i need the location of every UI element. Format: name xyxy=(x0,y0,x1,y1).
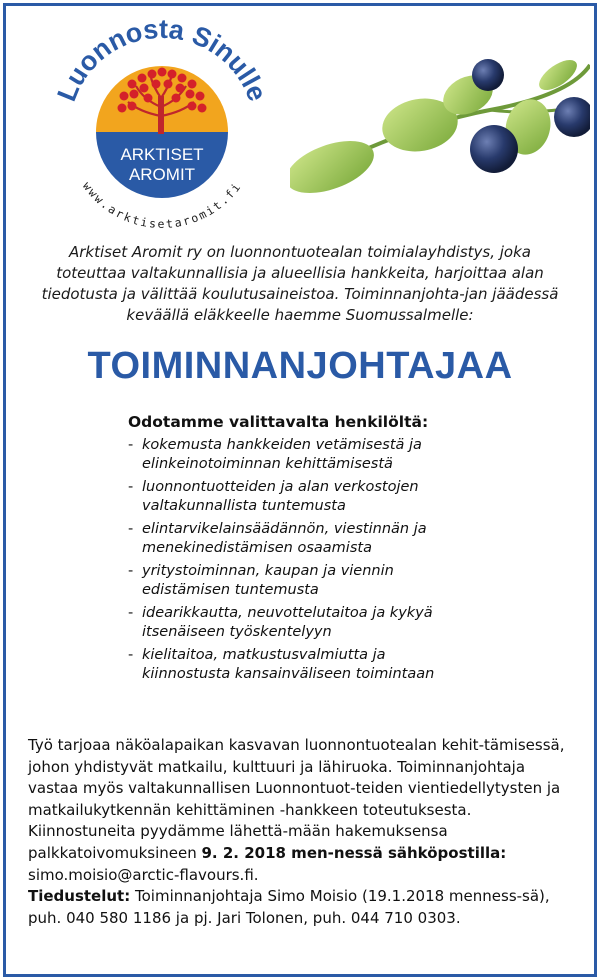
logo-name-line2: AROMIT xyxy=(128,165,196,184)
list-item: - kielitaitoa, matkustusvalmiutta ja kiinnostusta kansainväliseen toimintaan xyxy=(128,647,435,682)
leaf-icon xyxy=(290,131,381,204)
list-item: - idearikkautta, neuvottelutaitoa ja kykyä itsenäiseen työskentelyyn xyxy=(128,605,433,640)
job-title-headline: TOIMINNANJOHTAJAA xyxy=(87,345,513,387)
email-address: simo.moisio@arctic-flavours.fi. xyxy=(28,865,259,884)
blueberry-illustration xyxy=(290,55,590,205)
blueberry-icon xyxy=(472,59,504,91)
contact-label: Tiedustelut: xyxy=(28,887,131,906)
list-item: - luonnontuotteiden ja alan verkostojen valtakunnallista tuntemusta xyxy=(128,479,419,514)
intro-paragraph: Arktiset Aromit ry on luonnontuotealan toimialayhdistys, joka toteuttaa valtakunnallisia ja alueellisia hankkeita, harjoittaa alan tiedotusta ja välittää koulutusaineistoa. Toiminnanjohta-jan jäädessä keväällä eläkkeelle haemme Suomussalmelle: xyxy=(41,243,559,324)
list-item: - kokemusta hankkeiden vetämisestä ja elinkeinotoiminnan kehittämisestä xyxy=(128,437,422,472)
list-item: - yritystoiminnan, kaupan ja viennin edistämisen tuntemusta xyxy=(128,563,394,598)
list-item: - elintarvikelainsäädännön, viestinnän ja menekinedistämisen osaamista xyxy=(128,521,427,556)
logo-arc-text: Luonnosta Sinulle xyxy=(51,13,273,106)
requirements-title: Odotamme valittavalta henkilöltä: xyxy=(128,413,429,431)
requirements-list xyxy=(128,436,548,688)
logo-name-line1: ARKTISET xyxy=(120,145,204,164)
blueberry-icon xyxy=(470,125,518,173)
blueberry-icon xyxy=(554,97,590,137)
contact-text: Toiminnanjohtaja Simo Moisio (19.1.2018 menness-sä), puh. 040 580 1186 ja pj. Jari Tolonen, puh. 044 710 0303. xyxy=(28,887,550,927)
arktiset-aromit-logo xyxy=(36,12,276,234)
body-paragraph xyxy=(28,735,576,929)
application-deadline: 9. 2. 2018 men-nessä sähköpostilla: xyxy=(201,843,507,862)
logo-url: www.arktisetaromit.fi xyxy=(79,179,245,231)
body-text-start: Työ tarjoaa näköalapaikan kasvavan luonnontuotealan kehit-tämisessä, johon yhdistyvät matkailu, kulttuuri ja lähiruoka. Toiminnanjohtaja vastaa myös valtakunnallisen Luonnontuot-teiden vientiedellytysten ja matkailukytkennän kehittäminen -hankkeen toteutuksesta. Kiinnostuneita pyydämme lähettä-mään hakemuksensa palkkatoivomuksineen xyxy=(28,736,565,862)
